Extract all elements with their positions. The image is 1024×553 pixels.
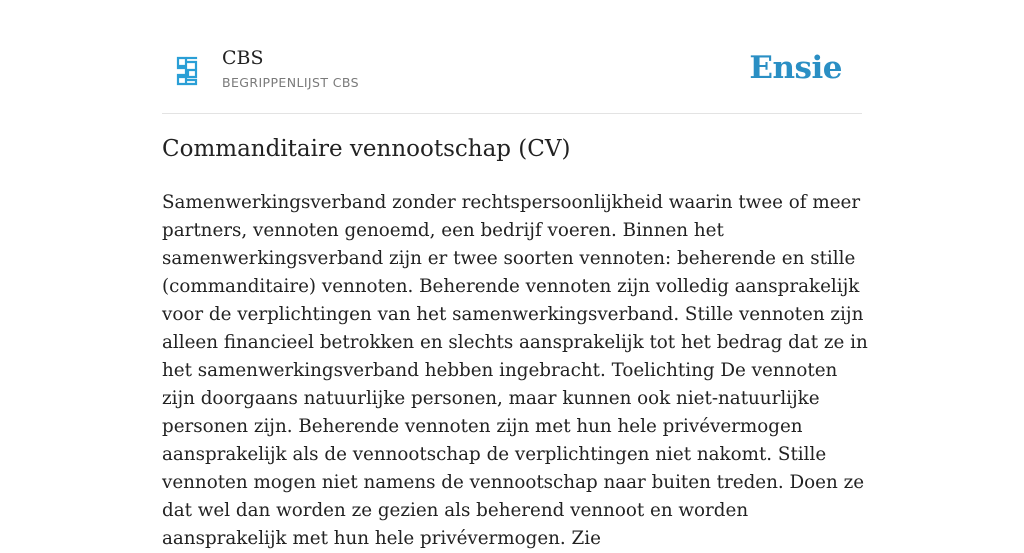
brand-logo[interactable]: Ensie <box>749 50 842 86</box>
header <box>162 40 862 114</box>
org-name[interactable]: CBS <box>222 47 264 69</box>
org-subtitle[interactable]: BEGRIPPENLIJST CBS <box>222 75 359 90</box>
cbs-logo-icon[interactable] <box>176 56 198 86</box>
page-title: Commanditaire vennootschap (CV) <box>162 136 571 162</box>
article-body: Samenwerkingsverband zonder rechtspersoonlijkheid waarin twee of meer partners, vennoten genoemd, een bedrijf voeren. Binnen het samenwerkingsverband zijn er twee soorten vennoten: beherende en stille (commanditaire) vennoten. Beherende vennoten zijn volledig aansprakelijk voor de verplichtingen van het samenwerkingsverband. Stille vennoten zijn alleen financieel betrokken en slechts aansprakelijk tot het bedrag dat ze in het samenwerkingsverband hebben ingebracht. Toelichting De vennoten zijn doorgaans natuurlijke personen, maar kunnen ook niet-natuurlijke personen zijn. Beherende vennoten zijn met hun hele privévermogen aansprakelijk als de vennootschap de verplichtingen niet nakomt. Stille vennoten mogen niet namens de vennootschap naar buiten treden. Doen ze dat wel dan worden ze gezien als beherend vennoot en worden aansprakelijk met hun hele privévermogen. Zie <box>162 192 868 549</box>
